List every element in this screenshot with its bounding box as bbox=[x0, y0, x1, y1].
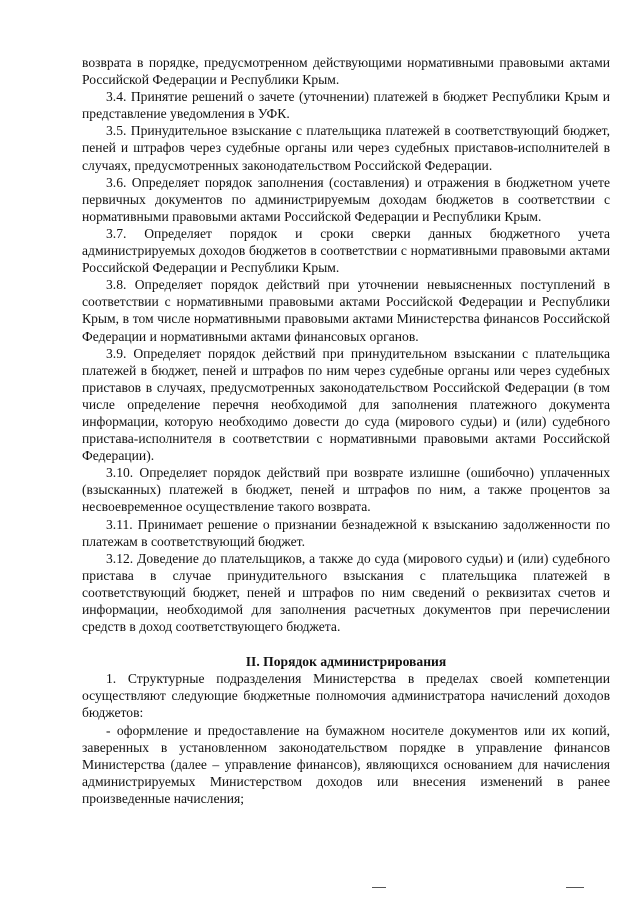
scan-mark bbox=[372, 887, 386, 888]
document-page bbox=[82, 54, 610, 807]
paragraph-3-3-continuation: возврата в порядке, предусмотренном действующими нормативными правовыми актами Российской Федерации и Республики Крым. bbox=[82, 55, 610, 88]
section-heading: II. Порядок администрирования bbox=[245, 654, 447, 670]
paragraph-3-10: 3.10. Определяет порядок действий при возврате излишне (ошибочно) уплаченных (взысканных) платежей в бюджет, пеней и штрафов по ним, а также процентов за несвоевременное осуществление такого возврата. bbox=[82, 465, 610, 515]
paragraph-3-11: 3.11. Принимает решение о признании безнадежной к взысканию задолженности по платежам в соответствующий бюджет. bbox=[82, 516, 610, 549]
paragraph-3-8: 3.8. Определяет порядок действий при уточнении невыясненных поступлений в соответствии с нормативными правовыми актами Российской Федерации и Республики Крым, в том числе нормативными правовыми актами Министерства финансов Российской Федерации и нормативными актами финансовых органов. bbox=[82, 277, 610, 344]
scan-mark bbox=[566, 887, 584, 888]
paragraph-3-5: 3.5. Принудительное взыскание с плательщика платежей в соответствующий бюджет, пеней и штрафов через судебные органы или через судебных приставов-исполнителей в случаях, предусмотренных законодательством Российской Федерации. bbox=[82, 123, 610, 173]
paragraph-ii-1: 1. Структурные подразделения Министерства в пределах своей компетенции осуществляют следующие бюджетные полномочия администратора начислений доходов бюджетов: bbox=[82, 671, 610, 721]
paragraph-3-12: 3.12. Доведение до плательщиков, а также до суда (мирового судьи) и (или) судебного пристава в случае принудительного взыскания с плательщика платежей в соответствующий бюджет, пеней и штрафов по ним сведений о реквизитах счетов и информации, необходимой для заполнения расчетных документов при перечислении средств в доход соответствующего бюджета. bbox=[82, 550, 610, 635]
paragraph-3-6: 3.6. Определяет порядок заполнения (составления) и отражения в бюджетном учете первичных документов по администрируемым доходам бюджетов в соответствии с нормативными правовыми актами Российской Федерации и Республики Крым. bbox=[82, 174, 610, 224]
paragraph-3-9: 3.9. Определяет порядок действий при принудительном взыскании с плательщика платежей в бюджет, пеней и штрафов по ним через судебные органы или через судебных приставов в случаях, предусмотренных законодательством Российской Федерации (в том числе определение перечня необходимой для заполнения платежного документа информации, которую необходимо довести до суда (мирового судьи) и (или) судебного пристава-исполнителя в соответствии с нормативными правовыми актами Российской Федерации). bbox=[82, 345, 610, 464]
paragraph-ii-1-item: - оформление и предоставление на бумажном носителе документов или их копий, заверенных в установленном законодательством порядке в управление финансов Министерства (далее – управление финансов), являющихся основанием для начисления администрируемых Министерством доходов или внесения изменений в ранее произведенные начисления; bbox=[82, 722, 610, 806]
paragraph-3-4: 3.4. Принятие решений о зачете (уточнении) платежей в бюджет Республики Крым и представление уведомления в УФК. bbox=[82, 89, 610, 122]
paragraph-3-7: 3.7. Определяет порядок и сроки сверки данных бюджетного учета администрируемых доходов бюджетов в соответствии с нормативными правовыми актами Российской Федерации и Республики Крым. bbox=[82, 225, 610, 276]
